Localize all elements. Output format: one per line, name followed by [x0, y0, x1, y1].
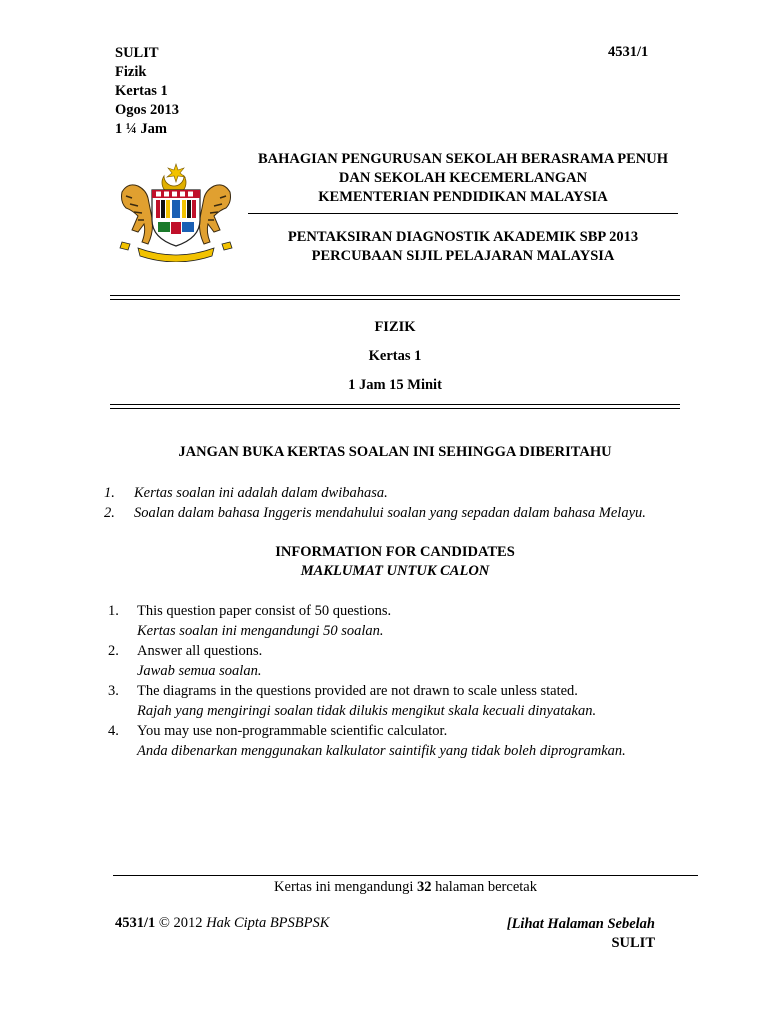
classification-label: SULIT	[115, 45, 159, 61]
note-text: Kertas soalan ini adalah dalam dwibahasa.	[134, 485, 388, 501]
language-notes	[104, 483, 704, 523]
instructions-list	[104, 601, 724, 761]
exam-title-block	[248, 228, 678, 266]
footer-right	[500, 915, 655, 953]
instruction-item	[104, 681, 724, 721]
subject-block	[110, 318, 680, 405]
header-meta	[115, 44, 179, 139]
note-number: 1.	[104, 485, 115, 501]
copyright-year: © 2012	[155, 915, 207, 931]
instruction-ms: Anda dibenarkan menggunakan kalkulator saintifik yang tidak boleh diprogramkan.	[137, 743, 626, 759]
paper-number: Kertas 1	[368, 348, 422, 364]
next-page-note: [Lihat Halaman Sebelah	[506, 916, 655, 932]
paper-label: Kertas 1	[115, 83, 168, 99]
instruction-number: 2.	[108, 643, 119, 659]
organisation-block	[248, 150, 678, 207]
subject-name: FIZIK	[374, 319, 416, 335]
exam-duration: 1 Jam 15 Minit	[348, 377, 442, 393]
do-not-open-warning: JANGAN BUKA KERTAS SOALAN INI SEHINGGA DIBERITAHU	[178, 444, 612, 460]
note-item	[104, 483, 704, 503]
copyright-owner: Hak Cipta BPSBPSK	[206, 915, 330, 931]
page-count: 32	[417, 879, 432, 895]
instruction-number: 3.	[108, 683, 119, 699]
footer-divider	[113, 875, 698, 876]
footer-paper-code: 4531/1	[115, 915, 156, 931]
info-subtitle: MAKLUMAT UNTUK CALON	[300, 563, 490, 579]
duration-label: 1 ¼ Jam	[115, 121, 167, 137]
page-count-prefix: Kertas ini mengandungi	[274, 879, 417, 895]
note-number: 2.	[104, 505, 115, 521]
exam-line-1: PENTAKSIRAN DIAGNOSTIK AKADEMIK SBP 2013	[287, 229, 639, 245]
instruction-en: You may use non-programmable scientific calculator.	[137, 723, 448, 739]
double-divider	[110, 295, 680, 300]
instruction-ms: Kertas soalan ini mengandungi 50 soalan.	[137, 623, 384, 639]
instruction-item	[104, 601, 724, 641]
page-count-suffix: halaman bercetak	[431, 879, 537, 895]
page-count-line	[113, 879, 698, 896]
instruction-en: The diagrams in the questions provided are not drawn to scale unless stated.	[137, 683, 578, 699]
divider	[248, 213, 678, 214]
instruction-en: This question paper consist of 50 questions.	[137, 603, 392, 619]
org-line-2: DAN SEKOLAH KECEMERLANGAN	[338, 170, 588, 186]
exam-line-2: PERCUBAAN SIJIL PELAJARAN MALAYSIA	[311, 248, 615, 264]
subject-label: Fizik	[115, 64, 147, 80]
double-divider	[110, 404, 680, 409]
note-item	[104, 503, 704, 523]
instruction-item	[104, 721, 724, 761]
info-title: INFORMATION FOR CANDIDATES	[275, 544, 515, 560]
date-label: Ogos 2013	[115, 102, 180, 118]
instruction-item	[104, 641, 724, 681]
instruction-ms: Rajah yang mengiringi soalan tidak dilukis mengikut skala kecuali dinyatakan.	[137, 703, 597, 719]
paper-code: 4531/1	[608, 44, 649, 60]
instruction-ms: Jawab semua soalan.	[137, 663, 262, 679]
instruction-number: 4.	[108, 723, 119, 739]
note-text: Soalan dalam bahasa Inggeris mendahului soalan yang sepadan dalam bahasa Melayu.	[134, 505, 646, 521]
instruction-number: 1.	[108, 603, 119, 619]
malaysia-coat-of-arms-icon	[112, 162, 240, 262]
copyright-line	[115, 915, 329, 932]
instruction-en: Answer all questions.	[137, 643, 263, 659]
org-line-1: BAHAGIAN PENGURUSAN SEKOLAH BERASRAMA PENUH	[257, 151, 669, 167]
org-line-3: KEMENTERIAN PENDIDIKAN MALAYSIA	[318, 189, 608, 205]
footer-classification: SULIT	[611, 935, 655, 951]
info-heading	[110, 543, 680, 581]
